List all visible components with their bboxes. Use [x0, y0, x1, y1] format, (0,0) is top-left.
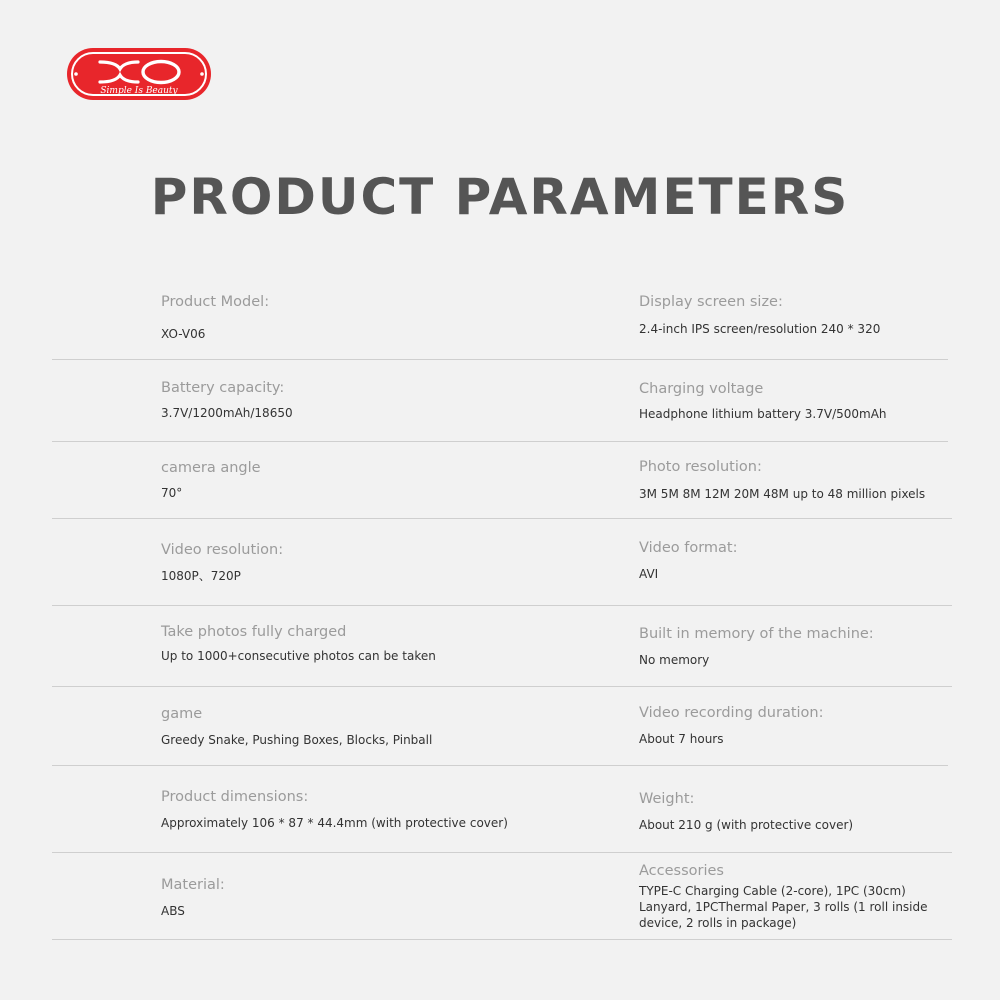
spec-value: AVI [639, 567, 659, 581]
spec-display-screen-size [639, 294, 880, 337]
row-divider [52, 765, 948, 766]
spec-label: Battery capacity: [161, 380, 285, 396]
spec-product-dimensions [161, 789, 508, 831]
spec-value: 3M 5M 8M 12M 20M 48M up to 48 million pixels [639, 487, 926, 501]
spec-label: Video recording duration: [639, 705, 824, 721]
spec-value: ABS [161, 904, 185, 918]
spec-label: camera angle [161, 460, 261, 476]
spec-label: Product dimensions: [161, 789, 309, 805]
spec-label: Video resolution: [161, 542, 284, 558]
spec-battery-capacity [161, 380, 293, 421]
spec-label: Video format: [639, 540, 738, 556]
row-divider [52, 939, 952, 940]
spec-value: XO-V06 [161, 327, 206, 341]
spec-label: Material: [161, 877, 225, 893]
row-divider [52, 852, 952, 853]
row-divider [52, 686, 952, 687]
spec-game [161, 706, 432, 748]
spec-charging-voltage [639, 381, 887, 422]
spec-built-in-memory [639, 626, 874, 668]
xo-logo-badge [66, 47, 212, 101]
logo-tagline: Simple Is Beauty [100, 86, 178, 96]
spec-photo-resolution [639, 459, 925, 502]
spec-video-format [639, 540, 738, 582]
xo-logo [66, 47, 212, 101]
spec-value: No memory [639, 653, 710, 667]
spec-label: Product Model: [161, 294, 270, 310]
spec-value: TYPE-C Charging Cable (2-core), 1PC (30cm) Lanyard, 1PCThermal Paper, 3 rolls (1 roll inside device, 2 rolls in package) [639, 884, 928, 930]
spec-value: Approximately 106 * 87 * 44.4mm (with protective cover) [161, 816, 508, 830]
row-divider [52, 518, 952, 519]
spec-accessories [639, 863, 928, 931]
spec-product-model [161, 294, 269, 342]
spec-label: Built in memory of the machine: [639, 626, 874, 642]
spec-value: Up to 1000+consecutive photos can be taken [161, 649, 436, 663]
spec-camera-angle [161, 460, 261, 501]
row-divider [52, 441, 948, 442]
spec-label: Charging voltage [639, 381, 764, 397]
spec-video-recording-duration [639, 705, 824, 747]
spec-take-photos-fully-charged [161, 624, 436, 664]
row-divider [52, 605, 952, 606]
page-title: PRODUCT PARAMETERS [150, 168, 850, 226]
spec-value: 2.4-inch IPS screen/resolution 240 * 320 [639, 322, 881, 336]
spec-video-resolution [161, 542, 283, 584]
spec-label: Accessories [639, 863, 724, 879]
spec-label: game [161, 706, 203, 722]
spec-value: About 7 hours [639, 732, 724, 746]
spec-value: 3.7V/1200mAh/18650 [161, 406, 293, 420]
row-divider [52, 359, 948, 360]
spec-value: Headphone lithium battery 3.7V/500mAh [639, 407, 887, 421]
spec-label: Display screen size: [639, 294, 783, 310]
spec-value: Greedy Snake, Pushing Boxes, Blocks, Pinball [161, 733, 433, 747]
spec-label: Photo resolution: [639, 459, 762, 475]
spec-label: Take photos fully charged [161, 624, 347, 640]
spec-value: 70° [161, 486, 183, 500]
spec-material [161, 877, 225, 919]
spec-weight [639, 791, 853, 833]
spec-value: About 210 g (with protective cover) [639, 818, 854, 832]
spec-label: Weight: [639, 791, 695, 807]
spec-value: 1080P、720P [161, 569, 241, 583]
